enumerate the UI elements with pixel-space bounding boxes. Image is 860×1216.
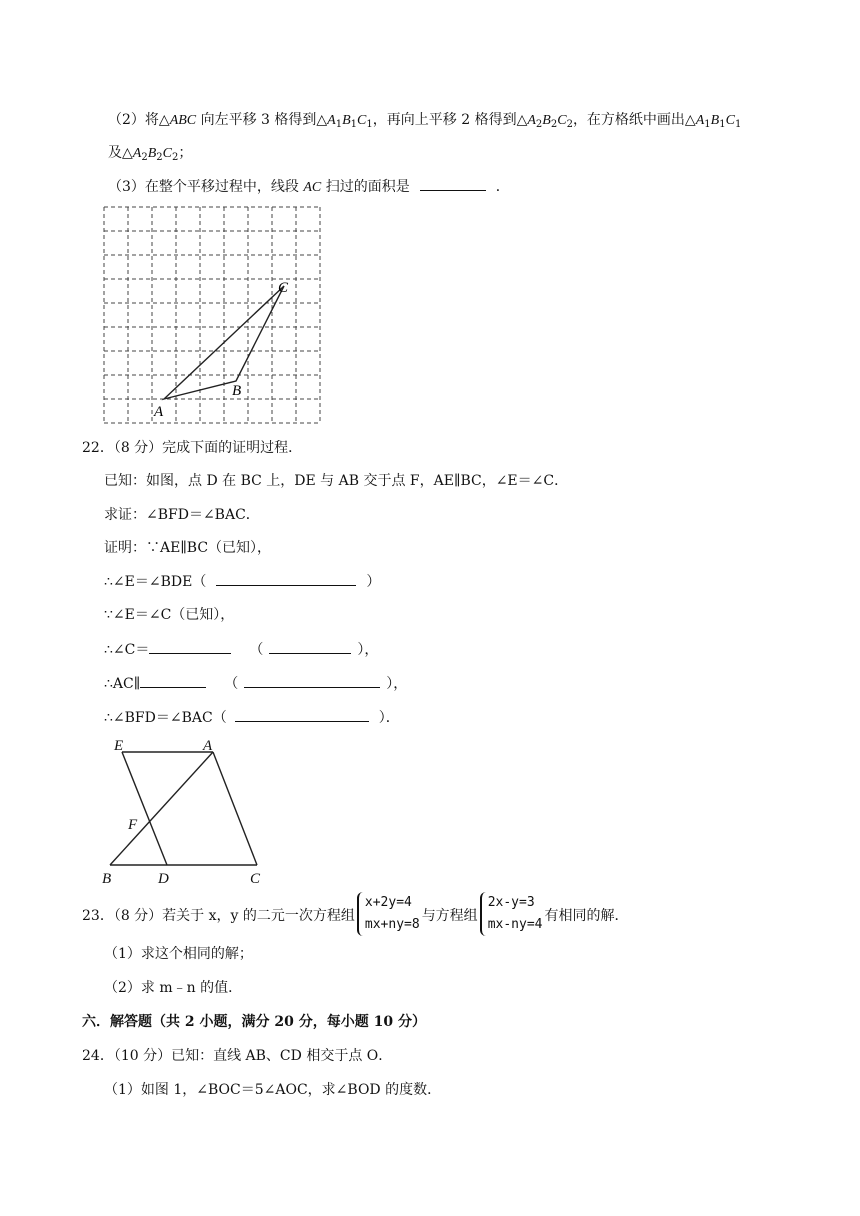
equation-system-1: x+2y=4 mx+ny=8 — [357, 892, 420, 936]
q22-blank-3[interactable] — [269, 639, 351, 654]
q22-blank-1[interactable] — [216, 571, 356, 586]
q22-blank-6[interactable] — [235, 707, 369, 722]
q21-part3: （3）在整个平移过程中，线段 AC 扫过的面积是 ． — [108, 176, 510, 198]
q22-blank-5[interactable] — [244, 673, 380, 688]
grid-lines — [104, 207, 320, 423]
label-F: F — [128, 817, 138, 833]
q21-part2-line2: 及$\triangle A_2B_2C_2$； — [108, 145, 193, 163]
q22-proof-3: ∵∠E＝∠C（已知）， — [104, 607, 235, 623]
label-C: C — [250, 871, 261, 887]
q22-figure — [100, 736, 280, 886]
q22-blank-4[interactable] — [140, 673, 206, 688]
label-E: E — [114, 738, 124, 754]
q21-grid-figure — [102, 206, 322, 426]
label-A: A — [154, 404, 164, 420]
q22-proof-5: ∴AC∥ （ ）， — [104, 673, 407, 694]
label-B: B — [232, 383, 242, 399]
section-6-heading: 六．解答题（共 2 小题，满分 20 分，每小题 10 分） — [82, 1014, 426, 1030]
q22-proof-1: 证明：∵AE∥BC（已知）， — [104, 540, 272, 556]
q22-prove: 求证：∠BFD＝∠BAC． — [104, 507, 260, 523]
equation-system-2: 2x-y=3 mx-ny=4 — [480, 892, 543, 936]
q23-part1: （1）求这个相同的解； — [104, 946, 253, 962]
q23-part2: （2）求 m﹣n 的值． — [104, 980, 243, 996]
segment-AC — [213, 752, 257, 865]
q22-proof-4: ∴∠C＝ （ ）， — [104, 639, 378, 660]
q22-given: 已知：如图，点 D 在 BC 上，DE 与 AB 交于点 F，AE∥BC，∠E＝∠C． — [104, 473, 569, 489]
q22-blank-2[interactable] — [149, 639, 231, 654]
q24-heading: 24．（10 分）已知：直线 AB、CD 相交于点 O． — [82, 1048, 393, 1064]
label-A: A — [203, 738, 213, 754]
label-D: D — [158, 871, 169, 887]
q22-proof-2: ∴∠E＝∠BDE（ ） — [104, 571, 380, 592]
q24-part1: （1）如图 1，∠BOC＝5∠AOC，求∠BOD 的度数． — [104, 1082, 442, 1098]
label-B: B — [102, 871, 112, 887]
label-C: C — [278, 280, 289, 296]
q22-heading: 22．（8 分）完成下面的证明过程． — [82, 440, 303, 456]
segment-ED — [122, 752, 167, 865]
q23-heading: 23．（8 分）若关于 x，y 的二元一次方程组 x+2y=4 mx+ny=8 与方程组 2x-y=3 mx-ny=4 有相同的解． — [82, 892, 628, 940]
q22-proof-6: ∴∠BFD＝∠BAC（ ）． — [104, 707, 400, 728]
segment-AB — [110, 752, 213, 865]
q21-part2-line1: （2）将△ABC 向左平移 3 格得到$\triangle A_1B_1C_1$，再向上平移 2 格得到$\triangle A_2B_2C_2$，在方格纸中画出$\triangle A_1B_1C_1$ — [108, 112, 742, 130]
q21-answer-blank[interactable] — [420, 176, 486, 191]
